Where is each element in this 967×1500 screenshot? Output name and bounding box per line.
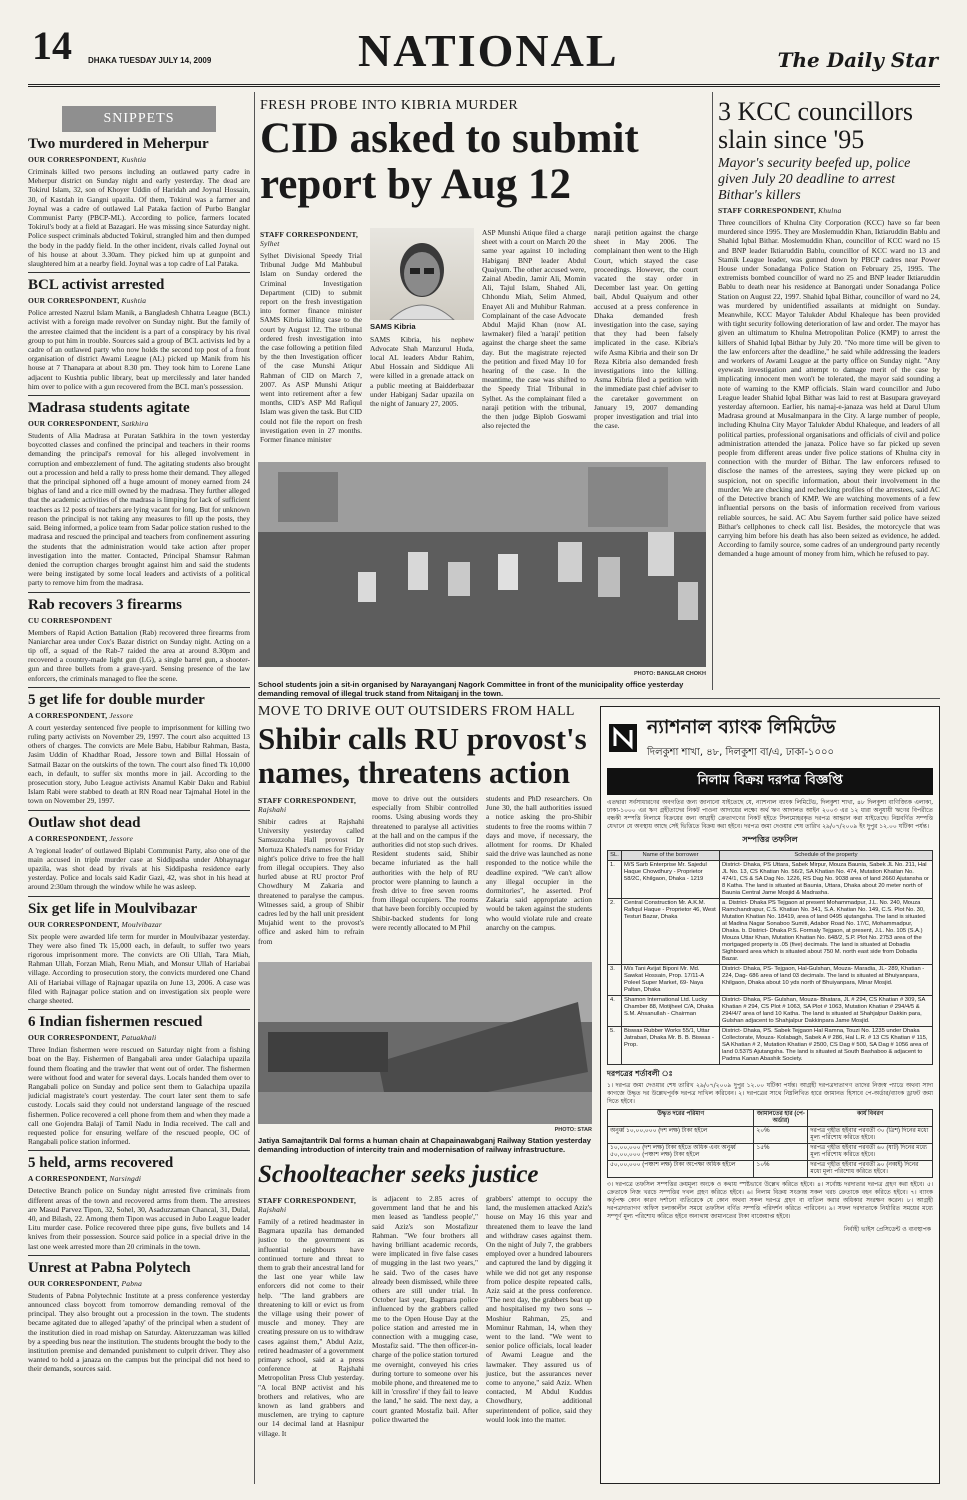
snippet-byline: OUR CORRESPONDENT, Moulvibazar: [28, 919, 163, 929]
snippet-item: [28, 592, 250, 683]
table-cell-schedule: District- Dhaka, PS. Sabek Tejgaon Hal Ramna, Touzi No. 1235 under Dhaka Collectorate, Mouza- Kolabagh, Sabek A # 286, Hal L.R. # 13 CS Khatian # 115, SA Khatian # 2, Mutation Khatian # 2500, CS Dag # 500, SA Dag # 1056 area of land 0.5375 Ajutangsha. The land is situated at South Bashaboo & adjacent to Padma Kanan Abashik Society.: [720, 1027, 933, 1065]
snippet-list: [28, 136, 250, 1374]
kibria-col1: Sylhet Divisional Speedy Trial Tribunal Judge Md Mahbubul Islam on Sunday ordered the Criminal Investigation Department (CID) to submit report on the fresh investigation into former finance minister SAMS Kibria killing case to the court by August 12. The tribunal ordered fresh investigation into the case following a petition filed by the then Investigation officer of the case Munshi Atiqur Rahman of CID on March 7, 2007. As ASP Munshi Atiqur went into retirement after a few months, CID's ASP Md Rafiqul Islam was given the task. But CID could not file the report on fresh investigation even in 27 months. Former finance minister: [260, 251, 362, 445]
kibria-kicker: FRESH PROBE INTO KIBRIA MURDER: [260, 98, 519, 113]
protest-photo-caption: PHOTO: BANGLAR CHOKH School students join a sit-in organised by Narayanganj Nagork Committee in front of the municipality office yesterday demanding removal of illegal truck stand from Nitaiganj in the town.: [258, 671, 706, 698]
deposit-cell: ১৫%: [754, 1144, 808, 1161]
snippet-byline: OUR CORRESPONDENT, Kushtia: [28, 296, 147, 306]
kibria-photo-caption: SAMS Kibria: [370, 322, 416, 331]
snippet-byline: A CORRESPONDENT, Jessore: [28, 833, 134, 843]
deposit-cell: ৫০,০০,০০০ (পঞ্চাশ লক্ষ) টাকা অপেক্ষা অধিক হইলে: [608, 1161, 754, 1178]
section-title: NATIONAL: [358, 25, 619, 76]
photo1-credit: PHOTO: BANGLAR CHOKH: [633, 671, 706, 677]
shibir-story: [258, 704, 592, 956]
human-chain-photo-image: [258, 962, 592, 1124]
snippet-item: [28, 1255, 250, 1374]
snippet-headline: Two murdered in Meherpur: [28, 136, 209, 152]
shibir-col3: students and PhD researchers. On June 30, the hall authorities issued a notice asking the pro-Shibir students to free the rooms within 7 days and move, if necessary, the allotment for rooms. Dr Khaled said the drive was launched as none responded to the notice while the deadline expired. "We can't allow any illegal occupier in the dormitories", he asserted. Prof Zakaria said appropriate action would be taken against the students who would violate rule and create anarchy on the campus.: [486, 794, 592, 932]
dateline: DHAKA TUESDAY JULY 14, 2009: [88, 56, 212, 65]
property-schedule-table: [607, 850, 933, 1065]
bank-logo-icon: [607, 722, 639, 754]
deposit-row: [608, 1161, 933, 1178]
snippet-item: [28, 272, 250, 391]
bank-branch: দিলকুশা শাখা, ৪৮, দিলকুশা বা/এ, ঢাকা-১০০০: [647, 747, 834, 758]
bank-name: ন্যাশনাল ব্যাংক লিমিটেড: [647, 716, 836, 738]
column-divider: [254, 92, 255, 1484]
snippet-headline: 5 get life for double murder: [28, 691, 205, 708]
table-row: [608, 1027, 933, 1065]
deposit-cell: অনুর্ধ্ব ১০,০০,০০০ (দশ লক্ষ) টাকা হইলে: [608, 1127, 754, 1144]
shibir-kicker: MOVE TO DRIVE OUT OUTSIDERS FROM HALL: [258, 704, 575, 719]
snippet-byline: OUR CORRESPONDENT, Pabna: [28, 1278, 143, 1288]
deposit-row: [608, 1127, 933, 1144]
table-cell-sl: 5.: [608, 1027, 622, 1065]
kcc-body: Three councillors of Khulna City Corporation (KCC) have so far been murdered since 1995. They are Moslemuddin Khan, Iktiaruddin Bablu and Shahid Iqbal Bithar. Moslemuddin Khan, councillor of KCC ward no 15 and BNP leader Iktiaruddin Bablu, councillor of KCC ward no 13 and Stamik League leader, was gunned down by PBCP cadres near Power House under Sonadanga Police Station on February 25, 1995. The extremists bombed councillor of ward no 25 and BNP leader Iktiaruddin Bablu to death near his residence at Banorgati under Sonadanga Police Station on August 22, 1997. Shahid Iqbal Bithar, councillor of ward no 24, was murdered by unidentified assailants at midnight on Sunday. Meanwhile, KCC Mayor Talukder Abdul Khaleque has been provided with tight security following deterioration of law and order. The mayor has given an ultimatum to Khulna Metropolitan Police (KMP) to arrest the killers of Shahid Iqbal Bithar by July 20. "No more time will be given to the law enforcers after the deadline," he said while addressing the leaders and workers of Awami League at the party office on Sunday night. "Any eyewash investigation and attempt to damage merit of the case by implicating innocent men won't be tolerated, the mayor said sounding a note of warning to the KMP officials. Slain ward councillor and Jubo League leader Shahid Iqbal Bithar was laid to rest at Basupara graveyard yesterday afternoon. Earlier, his namaj-e-janaza was held at Darul Ulum Madrasa ground at Musalmanpara in the City. A large number of people, including Khulna City Mayor Talukder Abdul Khaleque, and leaders of all political parties, professional organisations and officials of civil and police administration attended the janaza. Police have so far picked up seven people from different areas under five police stations of Khulna city in connection with the murder of Bithar. The law enforcers refused to disclose the names of the arrestees, saying they were picked up on suspicion, not on specific information, about their involvement in the murder. We are checking and rechecking profiles of the arrestees, said AC of the Detective branch of KMP. We are watching movements of a few influential persons on the basis of information received from various reliable sources, he said. AC Abu Sayem further said police have seized Bithar's cellphones to check call list. Besides, the motorcycle that was carrying him before his death has also been seized as evidence, he added. According to family source, some cadres of an underground party recently demanded a huge amount of money from him, which he refused to pay.: [718, 218, 940, 559]
terms-more: ৩। দরপত্রে তফসিল সম্পত্তির ক্রয়মূল্য অংকে ও কথায় স্পষ্টভাবে উল্লেখ করিতে হইবে। ৪। সর্বোচ্চ দরদাতার দরপত্র গ্রহণ করা হইবে। ৫। ক্রেতাকে নিজ খরচে সম্পত্তির দখল গ্রহণ করিতে হইবে। ৬। নিলাম বিক্রয় সংক্রান্ত সকল খরচ ক্রেতাকে বহন করিতে হইবে। ৭। ব্যাংক কর্তৃপক্ষ কোন কারণ দর্শানো ব্যতিরেকে যে কোন অথবা সকল দরপত্র গ্রহণ বা বাতিল করার অধিকার সংরক্ষণ করেন। ৮। আগ্রহী দরপত্রদাতাগণ অফিস চলাকালীন সময়ে তফসিল বর্ণিত সম্পত্তি পরিদর্শন করিতে পারিবেন। ৯। সফল দরদাতাকে নির্ধারিত সময়ের মধ্যে সম্পূর্ণ মূল্য পরিশোধ করিতে হইবে অন্যথায় জামানতের টাকা বাজেয়াপ্ত হইবে।: [607, 1181, 933, 1220]
snippet-byline: CU CORRESPONDENT: [28, 615, 112, 625]
deposit-cell: ১০,০০,০০০ (দশ লক্ষ) টাকা হইতে অধিক এবং অনুর্ধ্ব ৫০,০০,০০০ (পঞ্চাশ লক্ষ) টাকা হইলে: [608, 1144, 754, 1161]
shibir-col1: Shibir cadres at Rajshahi University yesterday called Samsuzzoha Hall provost Dr Mortuza Khaled's names for Friday night's police drive to free the hall from illegal occupiers. They also hurled abuse at RU proctor Prof Chowdhury M Zakaria and threatened to paralyse the campus. Witnesses said, a group of Shibir cadres led by the hall unit president Mujahid went to the provost's office and asked him to refrain from: [258, 817, 364, 946]
snippet-headline: Six get life in Moulvibazar: [28, 900, 198, 917]
shibir-byline: STAFF CORRESPONDENT, Rajshahi: [258, 796, 357, 814]
snippet-byline: OUR CORRESPONDENT, Satkhira: [28, 419, 149, 429]
teacher-headline: Schoolteacher seeks justice: [258, 1161, 539, 1188]
deposit-header-cell: উদ্ধৃত দরের পরিমাণ: [608, 1110, 754, 1127]
photo2-credit: PHOTO: STAR: [554, 1127, 592, 1133]
snippet-item: [28, 1009, 250, 1146]
protest-photo-image: [258, 462, 706, 667]
deposit-cell: ১০%: [754, 1161, 808, 1178]
page-number: 14: [32, 23, 72, 68]
section-rule: [258, 698, 940, 699]
table-cell-borrower: M/S Sarb Enterprise Mr. Sajedul Haque Chowdhury - Proprietor 58/2C, Khilgaon, Dhaka - 1219: [622, 861, 720, 899]
snippet-divider: [28, 896, 250, 897]
masthead-logo: The Daily Star: [777, 48, 938, 72]
kcc-headline: 3 KCC councillors slain since '95: [718, 98, 913, 154]
snippet-headline: 6 Indian fishermen rescued: [28, 1014, 203, 1031]
human-chain-caption: PHOTO: STAR Jatiya Samajtantrik Dal forms a human chain at Chapainawabganj Railway Station yesterday demanding introduction of intercity train and modernisation of railway infrastructure.: [258, 1127, 592, 1154]
kibria-col4: naraji petition against the charge sheet in May 2006. The complainant then went to the High Court, which stayed the case proceedings. However, the court vacated the stay order in December last year. On getting bail, Abdul Quaiyum and other accused at a press conference in Dhaka demanded fresh investigation into the case, saying that they had been falsely implicated in the case. Kibria's wife Asma Kibria and their son Dr Reza Kibria also demanded fresh investigations into the killing. Asma Kibria filed a petition with the immediate past chief adviser to the caretaker government on January 19, 2007 demanding proper investigation and trial into the case.: [594, 228, 698, 431]
deposit-header-cell: কার্য বিবরণ: [808, 1110, 933, 1127]
kibria-col3: ASP Munshi Atique filed a charge sheet with a court on March 20 the same year against 10 including Habiganj BNP leader Abdul Quaiyum. The other accused were, Zainal Abedin, Jamir Ali, Momin Ali, Tajul Islam, Shahed Ali, Chhondu Miah, Selim Ahmed, Enayet Ali and Muhibur Rahman. Complainant of the case Advocate Abdul Majid Khan (now AL lawmaker) filed a 'naraji' petition against the charge sheet the same day. But the magistrate rejected the petition and fixed May 10 for hearing of the case. In the meantime, the case was shifted to the Speedy Trial Tribunal in Sylhet. As the complainant filed a naraji petition with the tribunal, the then judge Biplob Goswami also rejected the: [482, 228, 586, 431]
table-cell-schedule: District- Dhaka, PS- Tejgaon, Hal-Gulshan, Mouza- Maradia, JL- 289, Khatian - 224, Dag- 686 area of land 03 decimals. The land is situated at Bhuiyanpara, Khilgaon, Dhaka about 10 yds north of Bhuiyanpara, Minar Mosjid.: [720, 965, 933, 996]
human-chain-illustration: [258, 962, 592, 1124]
snippet-headline: BCL activist arrested: [28, 277, 165, 294]
snippet-divider: [28, 272, 250, 273]
page-header: [28, 22, 940, 84]
deposit-cell: দরপত্র গৃহীত হইবার পরবর্তী ৩০ (ত্রিশ) দিনের মধ্যে মূল্য পরিশোধ করিতে হইবে।: [808, 1127, 933, 1144]
snippet-divider: [28, 592, 250, 593]
table-cell-sl: 4.: [608, 996, 622, 1027]
snippet-item: [28, 687, 250, 806]
table-header-cell: Schedule of the property: [720, 851, 933, 861]
deposit-table: [607, 1109, 933, 1178]
snippet-byline: OUR CORRESPONDENT, Kushtia: [28, 155, 147, 164]
snippet-item: [28, 395, 250, 587]
snippet-byline: A CORRESPONDENT, Narsingdi: [28, 1174, 142, 1184]
snippet-item: [28, 896, 250, 1006]
snippet-body: Students of Pabna Polytechnic Institute at a press conference yesterday announced class boycott from tomorrow demanding removal of the principal. They also brought out a procession in the town. The students became agitated due to alleged 'apathy' of the principal when a student of the institution died in road mishap on Saturday. Akteruzzaman was killed by a speeding bus near the institution. The students brought the body to the institution premise and demanded punishment to culprit driver. They also wanted to hold a janaza on the campus but the principal did not heed to their demands, sources said.: [28, 1290, 250, 1374]
notice-title: নিলাম বিক্রয় দরপত্র বিজ্ঞপ্তি: [607, 768, 933, 795]
table-cell-sl: 3.: [608, 965, 622, 996]
table-cell-schedule: District- Dhaka, PS Uttara, Sabek Mirpur, Mouza Baunia, Sabek JL No. 211, Hal JL No. 13, CS Khatian No. 56/2, SA Khatian No. 474, Mutation Khatian No. 474/1, CS & SA Dag No. 1226, RS Dag No. 9038 area of land 2660 Ajutansha or 8 Katha. The land is situated at Baunia, Uttara, Dhaka about 20 meter north of Baunia Central Jame Mosjid & Madrasha.: [720, 861, 933, 899]
snippet-divider: [28, 810, 250, 811]
bank-advertisement: [600, 706, 940, 1484]
snippet-headline: 5 held, arms recovered: [28, 1155, 174, 1172]
snippet-body: Students of Alia Madrasa at Puratan Satkhira in the town yesterday boycotted classes and confined the principal and teachers in their rooms demanding the principal's removal for his alleged involvement in corruption and embezzlement of fund. The agitating students also brought out a procession and held a rally to press home their demand. They alleged that the principal siphoned off a huge amount of money earned from 24 bighas of land and a rice mill owned by the madrasa. They further alleged that the academic activities of the madrasa is limping for lack of sufficient teachers as 12 posts of teachers are lying vacant for long. But for unknown reason the principal is not taking any measures to fill up the posts, they said. Being informed, a police team from Sadar police station rushed to the madrasa and rescued the principal and teachers from confinement assuring the students that the administration would take action after proper investigation into the matter. Contacted, Principal Shamsur Rahman denied the corruption charges brought against him and said the students were being instigated by some local leaders and activists of a political party to remove him from the madrasa.: [28, 431, 250, 588]
snippet-item: [28, 1150, 250, 1250]
snippets-column: [28, 98, 250, 1483]
deposit-cell: দরপত্র গৃহীত হইবার পরবর্তী ৯০ (নব্বই) দিনের মধ্যে মূল্য পরিশোধ করিতে হইবে।: [808, 1161, 933, 1178]
deposit-row: [608, 1144, 933, 1161]
terms-text: ১। দরপত্র জমা দেওয়ার শেষ তারিখ ২৯/০৭/২০০৯ দুপুর ১২.০০ ঘটিকা পর্যন্ত। আগ্রহী দরপত্রদাতাগণ তাদের নিজস্ব প্যাডে অথবা সাদা কাগজে উদ্ধৃত দর উল্লেখপূর্বক দরপত্র দাখিল করিবেন। ২। দরপত্রের সাথে নিম্নলিখিত হারে জামানত হিসাবে পে-অর্ডার/ব্যাংক ড্রাফট জমা দিতে হইবে।: [607, 1082, 933, 1105]
deposit-cell: ২০%: [754, 1127, 808, 1144]
snippet-headline: Madrasa students agitate: [28, 400, 190, 417]
snippet-item: [28, 136, 250, 268]
teacher-col1: Family of a retired headmaster in Bagmara upazila has demanded justice to the government as influential neighbours have continued torture and threat to them to grab their ancestral land for the last one year while law enforcers did not come to their help. "The land grabbers are threatening to kill or evict us from the village using their power of muscle and money. They are creating pressure on us to withdraw cases against them," Abdul Aziz, retired headmaster of a government primary school, said at a press conference at Rajshahi Metropolitan Press Club yesterday. "A local BNP activist and his brothers and relatives, who are known as land grabbers and musclemen, are trying to capture our 14 decimal land at Hasnipur village. It: [258, 1217, 364, 1438]
table-cell-borrower: Shamon International Ltd. Lucky Chamber 88, Motijheel C/A, Dhaka S.M. Ahsanullah - Chairman: [622, 996, 720, 1027]
table-row: [608, 996, 933, 1027]
kibria-col2: SAMS Kibria, his nephew Advocate Shah Manzurul Huda, local AL leaders Abdur Rahim, Abul Hossain and Siddique Ali were killed in a grenade attack on a public meeting at Baidderbazar under Habiganj Sadar upazila on the night of January 27, 2005.: [370, 334, 474, 408]
snippet-body: Detective Branch police on Sunday night arrested five criminals from different areas of the town and recovered arms from them. The arrestees are Masud Parvez Tipon, 32, Sohel, 30, Asaduzzaman Chancal, 31, Dulal, 40, and Bilash, 22. Among them Tipon was accused in Jubo League leader Litu murder case. Police recovered three pipe guns, five bullets and 14 knives from their possession. Source said police in a special drive in the last one week arrested more than 20 criminals in the town.: [28, 1186, 250, 1251]
shibir-col2: move to drive out the outsiders especially from Shibir controlled rooms. Using abusing words they threatened to paralyse all activities at the hall and on the campus if the authorities did not stop such drives. Resident students said, Shibir became infuriated as the hall authorities with the help of RU proctor were planning to launch a fresh drive to free seven rooms from illegal occupiers. The rooms that have been forcibly occupied by Shibir-backed students for long were recently allocated to M Phil: [372, 794, 478, 932]
signatory: নির্বাহী ভাইস প্রেসিডেন্ট ও ব্যবস্থাপক: [843, 1226, 931, 1233]
notice-intro: এতদ্বারা সর্বসাধারণের অবগতির জন্য জানানো যাইতেছে যে, ন্যাশনাল ব্যাংক লিমিটেড, দিলকুশা শাখা, ৪৮ দিলকুশা বাণিজ্যিক এলাকা, ঢাকা-১০০০ এর ঋণ গ্রহীতাদের নিকট পাওনা আদায়ের লক্ষ্যে অর্থ ঋণ আদালত আইন ২০০৩ এর ১২ ধারা অনুযায়ী ঋণের বিপরীতে বন্ধকী সম্পত্তি নিলামে বিক্রয়ের জন্য আগ্রহী ক্রেতাগণের নিকট হইতে সিলমোহরকৃত দরপত্র আহ্বান করা যাইতেছে। নিম্নবর্ণিত সম্পত্তি যেখানে যে অবস্থায় আছে সেই ভিত্তিতে বিক্রয় করা হইবে। দরপত্র জমা দেওয়ার শেষ তারিখ ২৯/০৭/২০০৯ ইং দুপুর ১২.০০ ঘটিকা পর্যন্ত।: [607, 799, 933, 830]
snippet-divider: [28, 687, 250, 688]
kibria-headline: CID asked to submit report by Aug 12: [260, 115, 639, 208]
deposit-cell: দরপত্র গৃহীত হইবার পরবর্তী ৬০ (ষাট) দিনের মধ্যে মূল্য পরিশোধ করিতে হইবে।: [808, 1144, 933, 1161]
table-row: [608, 965, 933, 996]
snippet-item: [28, 810, 250, 892]
human-chain-photo: [258, 962, 592, 1124]
snippet-headline: Unrest at Pabna Polytech: [28, 1259, 191, 1276]
kibria-byline: STAFF CORRESPONDENT, Sylhet: [260, 230, 359, 248]
bank-banner: [601, 707, 939, 764]
snippet-body: Criminals killed two persons including an outlawed party cadre in Meherpur district on Sunday night and early yesterday. The dead are Tokirul Islam, 32, son of Khoyer Uddin of Haridah and Joynal Hossain, 30, of Kastdah in Gangni upazila. Of them, Tokirul was a farmer and Joynal was a cadre of outlawed Lal Pataka faction of Purbo Banglar Communist Party (PBCP-ML). According to police, farmers located Tokirul's body at a field at Bazagari. He was missing since Saturday night. Police suspect criminals abducted Tokirul, strangled him and then dumped the body in the paddy field. In the other incident, rivals called Joynal out of his house at about 3.30am. They picked him up at gunpoint and slaughtered him at a nearby field. Joynal was a top cadre of Lal Pataka.: [28, 167, 250, 269]
snippet-divider: [28, 1255, 250, 1256]
snippet-body: Six people were awarded life term for murder in Moulvibazar yesterday. They were also fined Tk 15,000 each, in default, to suffer two years rigorous imprisonment more. The convicts are Oli Ullah, Tara Miah, Rahman Ullah, Forzan Miah, Renu Miah, and Monsur Ullah of Hariabai village. According to prosecution story, the convicts murdered one Chand Ali of Hariabai village of Rajnagar upazila on June 13, 2006. A case was filed with Rajnagar police station and on investigation six people were charge sheeted.: [28, 931, 250, 1005]
table-cell-borrower: Central Construction Mr. A.K.M. Rafiqul Haque - Proprietor 46, West Testuri Bazar, Dhaka: [622, 899, 720, 965]
snippet-body: A court yesterday sentenced five people to imprisonment for killing two ruling party activists on November 29, 1997. The court also acquitted 13 others of charges. The convicts are Mele Babu, Habibur Rahman, Basta, Jasim Uddin of Khadthar Road, Jessore town and Billal Hossain of Satmail Bazar on the outskirts of the town. The court also fined Tk 10,000 each, in default, to suffer six months more in jail. According to the prosecution story, Jubo League activists Anamul Kabir Daku and Rabiul Islam Rabi were stabbed to death at RN Road near Tajmahal Hotel in the town on November 29, 1997.: [28, 722, 250, 806]
snippet-divider: [28, 1150, 250, 1151]
table-header-cell: Name of the borrower: [622, 851, 720, 861]
table-cell-borrower: M/s Tani Avijat Biponi Mr. Md. Sawkat Hossain, Prop. 17/11-A Poleel Super Market, 69- Naya Paltan, Dhaka: [622, 965, 720, 996]
table-cell-sl: 2.: [608, 899, 622, 965]
teacher-col2: is adjacent to 2.85 acres of government land that he and his men leased as 'landless people'," said Aziz's son Mostafizur Rahman. "We four brothers all having brilliant academic records, were implicated in five false cases of mugging in the last two years," he said. Two of the cases have already been dismissed, while three others are still under trial. In October last year, Bagmara police influenced by the grabbers called me to the Open House Day at the police station and arrested me in connection with a mugging case, Mostafiz said. "The then officer-in-charge of the police station tortured me overnight, conveyed his cries during torture to someone over his mobile phone, and threatened me to kill in 'crossfire' if they fail to leave the land," he said. The next day, a court granted Mostafiz bail. After police thwarted the: [372, 1194, 478, 1424]
kcc-story: [718, 98, 940, 690]
schedule-title: সম্পত্তির তফসিল: [742, 835, 798, 844]
snippet-body: Members of Rapid Action Battalion (Rab) recovered three firearms from Naniarchar area under Cox's Bazar district on Sunday night. Acting on a tip off, a squad of the Rab-7 raided the area at around 8.30pm and recovered a country-made light gun (LG), a single barrel gun, a shooter-gun and three bullets from a grave-yard. Sensing presence of the law enforcers, the criminals managed to flee the scene.: [28, 627, 250, 683]
kcc-byline: STAFF CORRESPONDENT, Khulna: [718, 206, 842, 215]
crowd-illustration: [258, 462, 706, 667]
terms-title: দরপত্রের শর্তাবলী ঃ: [607, 1069, 673, 1078]
portrait-image: [370, 228, 474, 320]
snippet-byline: OUR CORRESPONDENT, Patuakhali: [28, 1033, 157, 1043]
header-rule: [28, 84, 940, 87]
table-header-cell: SL.: [608, 851, 622, 861]
snippets-label: SNIPPETS: [62, 106, 216, 132]
table-cell-borrower: Biswas Rubber Works 55/1, Uttar Jatrabari, Dhaka Mr. B. B. Biswas - Prop.: [622, 1027, 720, 1065]
shibir-headline: Shibir calls RU provost's names, threatens action: [258, 721, 587, 790]
kibria-portrait: [370, 228, 474, 320]
teacher-story: [258, 1160, 592, 1484]
snippet-divider: [28, 395, 250, 396]
snippet-divider: [28, 1009, 250, 1010]
teacher-col3: grabbers' attempt to occupy the land, the muslemen attacked Aziz's house on May 16 this year and threatened them to leave the land and withdraw cases against them. On the night of July 7, the grabbers employed over a hundred labourers and captured the land by digging it while we did not get any response from police despite repeated calls, Aziz said at the press conference. "The next day, the grabbers beat up and hospitalised my two sons -- Moshiur Rahman, 25, and Mominur Rahman, 14, when they went to the land. "We went to senior police officials, local leader of Awami League and the lawmaker. They assured us of justice, but the assurances never come to anyone," said Aziz. When contacted, M Abdul Kuddus Chowdhury, additional superintendent of police, said they would look into the matter.: [486, 1194, 592, 1424]
snippet-body: A 'regional leader' of outlawed Biplabi Communist Party, also one of the main accused in triple murder case at Siddipasha under Abhaynagar upazila, was shot dead by rivals at his Siddipasha residence early yesterday. Police and locals said Kadir Gazi, 42, was shot in his head at around 2:30am through the window while he was asleep.: [28, 845, 250, 892]
table-row: [608, 899, 933, 965]
table-cell-sl: 1.: [608, 861, 622, 899]
column-divider-right: [712, 92, 713, 690]
snippet-headline: Outlaw shot dead: [28, 814, 141, 831]
kibria-story: [260, 98, 706, 456]
snippet-body: Three Indian fishermen were rescued on Saturday night from a fishing boat on the Bay. Fishermen of Bangabali area under Galachipa upazila found them floating and the trawler that went out of order. The fishermen were without food and water for several days. Locals handed them over to Rangabali police on Sunday and police sent them to Galachipa upazila judicial magistrate's court yesterday. The court later sent them to safe custody. Locals said they could not understand language of the rescued fishermen. Police recovered a cell phone from them and when they made a call one Gojendra Balaji of Tamil Nadu in India received. The call and requested police for ensuring welfare of the rescued people, OC of Rangabali police station informed.: [28, 1045, 250, 1147]
table-row: [608, 861, 933, 899]
protest-photo: [258, 462, 706, 667]
snippet-byline: A CORRESPONDENT, Jessore: [28, 710, 134, 720]
table-cell-schedule: a. District- Dhaka PS Tejgaon at present Mohammadpur, J.L. No. 240, Mouza Ramchandrapur, C.S. Khatian No. 341, S.A. Khatian No. 149, C.S. Plot No. 30, Mutation Khatian No. 18419, area of land 0495 ajutangsha. The land is situated at Madina Nagar Sonaboo Sumiti, Adabor Road No. 17/C, Mohammadpur, Dhaka. b. District- Dhaka P.S. Formaly Tejgaon, at present, J.L. No. 105 (S.A.) Mouza Uttar Khan, Mutation Khatian No. 648/2, S.P. Plot No. 2753 area of the mortgaged property is .05 (five) decimals. The land is situated at Dobadia Sighboard area which is situated about 750 M. north east side from Dobadia Bazar.: [720, 899, 933, 965]
deposit-header-cell: জামানতের হার (পে-অর্ডার): [754, 1110, 808, 1127]
kcc-deck: Mayor's security beefed up, police given July 20 deadline to arrest Bithar's killers: [718, 156, 911, 203]
snippet-headline: Rab recovers 3 firearms: [28, 596, 182, 613]
table-cell-schedule: District- Dhaka, PS- Gulshan, Mouza- Bhatara, JL # 294, CS Khatian # 309, SA Khatian # 294, CS Plot # 1063, SA Plot # 1063, Mutation Khatian # 294/4/5 & 294/4/7 area of land 10 Katha. The land is situated at Shahjalpur Dakkin para, Gulshan adjacent to Shahjalpur Dakkinpara Jame Mosjid.: [720, 996, 933, 1027]
teacher-byline: STAFF CORRESPONDENT, Rajshahi: [258, 1196, 357, 1214]
snippet-body: Police arrested Nazrul Islam Manik, a Bangladesh Chhatra League (BCL) activist with a foreign made revolver on Sunday night. But the family of the arrestee claimed that the incident is a part of a conspiracy by his rival group to put him in trouble. Sources said a group of BCL activists led by a cadre of an outlawed party who now holds the second top post of a front organisation of district Awami League (AL) picked up Manik from his house at 7 Thanapara at about 8.30 pm. They took him to Lorene Lane adjacent to Kushtia public library, beat up mercilessly and later handed him over to police with a gun recovered from the BCL man's possession.: [28, 308, 250, 391]
